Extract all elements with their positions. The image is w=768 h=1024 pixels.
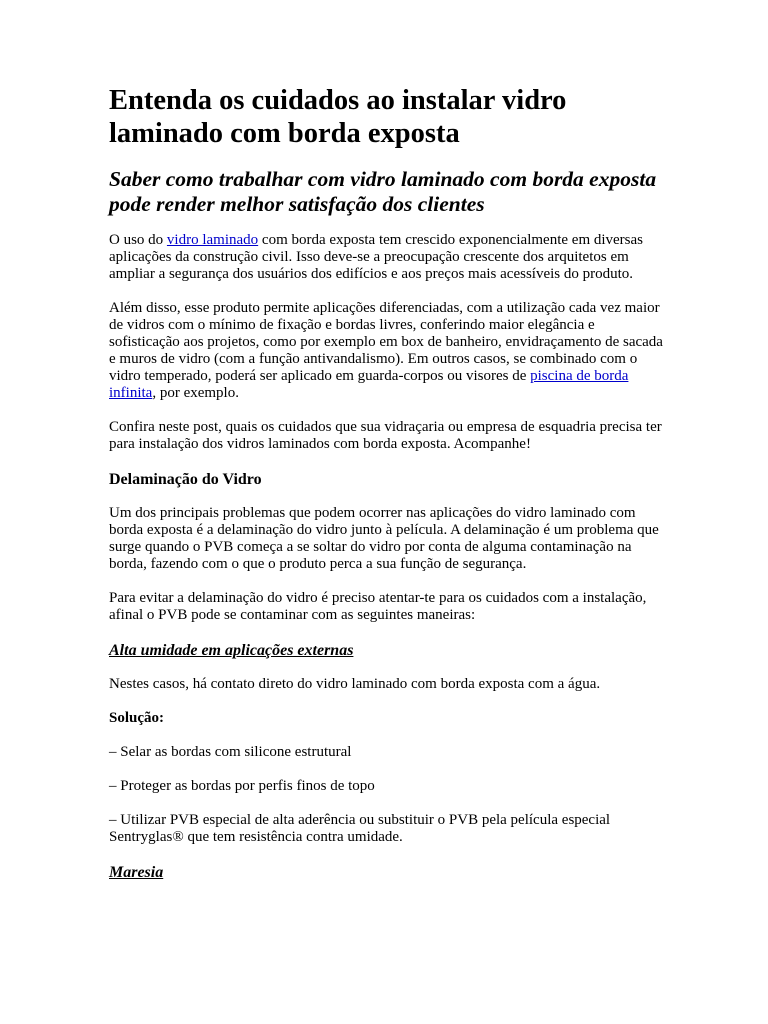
paragraph-evitar: Para evitar a delaminação do vidro é preciso atentar-te para os cuidados com a instalação, afinal o PVB pode se contaminar com as seguintes maneiras:: [109, 590, 647, 623]
article-subtitle: Saber como trabalhar com vidro laminado com borda exposta pode render melhor satisfação dos clientes: [109, 167, 657, 216]
paragraph-umidade: Nestes casos, há contato direto do vidro laminado com borda exposta com a água.: [109, 676, 601, 692]
document-page: [109, 84, 669, 898]
solution-label: Solução:: [109, 710, 165, 726]
subsection-heading-maresia: Maresia: [109, 864, 164, 881]
paragraph-text: Além disso, esse produto permite aplicações diferenciadas, com a utilização cada vez maior de vidros com o mínimo de fixação e bordas livres, conferindo maior elegância e sofisticação aos projetos, como por exemplo em box de banheiro, envidraçamento de sacada e muros de vidro (com a função antivandalismo). Em outros casos, se combinado com o vidro temperado, poderá ser aplicado em guarda-corpos ou visores de: [109, 300, 663, 384]
link-piscina-borda-infinita[interactable]: piscina de borda infinita: [109, 368, 629, 401]
paragraph-applications: [109, 300, 669, 402]
solution-item: – Utilizar PVB especial de alta aderência ou substituir o PVB pela película especial Sentryglas® que tem resistência contra umidade.: [109, 812, 611, 845]
paragraph-confira: Confira neste post, quais os cuidados que sua vidraçaria ou empresa de esquadria precisa ter para instalação dos vidros laminados com borda exposta. Acompanhe!: [109, 419, 662, 452]
link-vidro-laminado[interactable]: vidro laminado: [166, 232, 259, 248]
solution-item: – Proteger as bordas por perfis finos de topo: [109, 778, 375, 794]
paragraph-text: com borda exposta tem crescido exponencialmente em diversas aplicações da construção civil. Isso deve-se a preocupação crescente dos arquitetos em ampliar a segurança dos usuários dos edifícios e aos preços mais acessíveis do produto.: [109, 232, 644, 282]
paragraph-delaminacao: Um dos principais problemas que podem ocorrer nas aplicações do vidro laminado com borda exposta é a delaminação do vidro junto à película. A delaminação é um problema que surge quando o PVB começa a se soltar do vidro por conta de alguma contaminação na borda, fazendo com o que o produto perca a sua função de segurança.: [109, 505, 659, 572]
article-title: Entenda os cuidados ao instalar vidro laminado com borda exposta: [109, 85, 567, 149]
solution-item: – Selar as bordas com silicone estrutural: [109, 744, 352, 760]
paragraph-text: O uso do: [109, 232, 167, 248]
paragraph-text: , por exemplo.: [152, 385, 239, 401]
section-heading-delaminacao: Delaminação do Vidro: [109, 471, 262, 488]
subsection-heading-umidade: Alta umidade em aplicações externas: [109, 642, 354, 659]
paragraph-intro: [109, 232, 669, 283]
